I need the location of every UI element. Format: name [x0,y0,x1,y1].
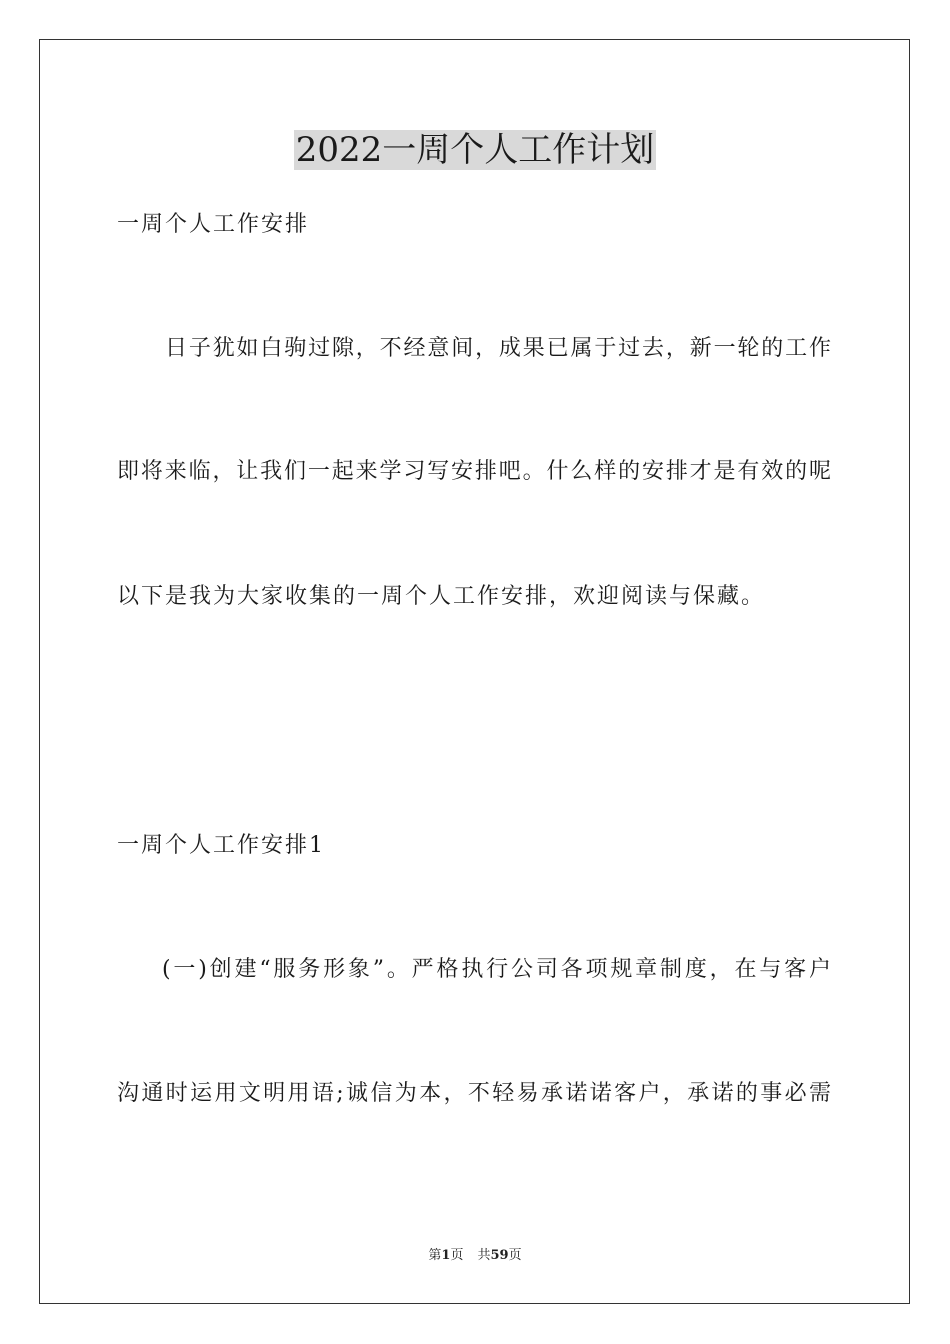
document-title [0,128,950,172]
footer-total-suffix: 页 [508,1248,522,1263]
section-heading: 一周个人工作安排1 [117,833,325,858]
paragraph-line: 沟通时运用文明用语;诚信为本，不轻易承诺诺客户，承诺的事必需 [117,1081,831,1106]
footer-total-pages: 59 [490,1248,509,1263]
paragraph-line: (一)创建“服务形象”。严格执行公司各项规章制度，在与客户 [162,957,831,982]
footer-page-suffix: 页 [450,1248,464,1263]
paragraph-line: 日子犹如白驹过隙，不经意间，成果已属于过去，新一轮的工作 [165,336,831,361]
paragraph-line: 以下是我为大家收集的一周个人工作安排，欢迎阅读与保藏。 [117,584,766,609]
section-heading: 一周个人工作安排 [117,212,310,237]
footer-total-prefix: 共 [477,1248,491,1263]
footer-page-number: 1 [441,1248,451,1263]
paragraph-line: 即将来临，让我们一起来学习写安排吧。什么样的安排才是有效的呢 [117,459,831,484]
page-footer [0,1247,950,1265]
document-title-text: 2022一周个人工作计划 [295,130,655,170]
footer-page-prefix: 第 [428,1248,442,1263]
